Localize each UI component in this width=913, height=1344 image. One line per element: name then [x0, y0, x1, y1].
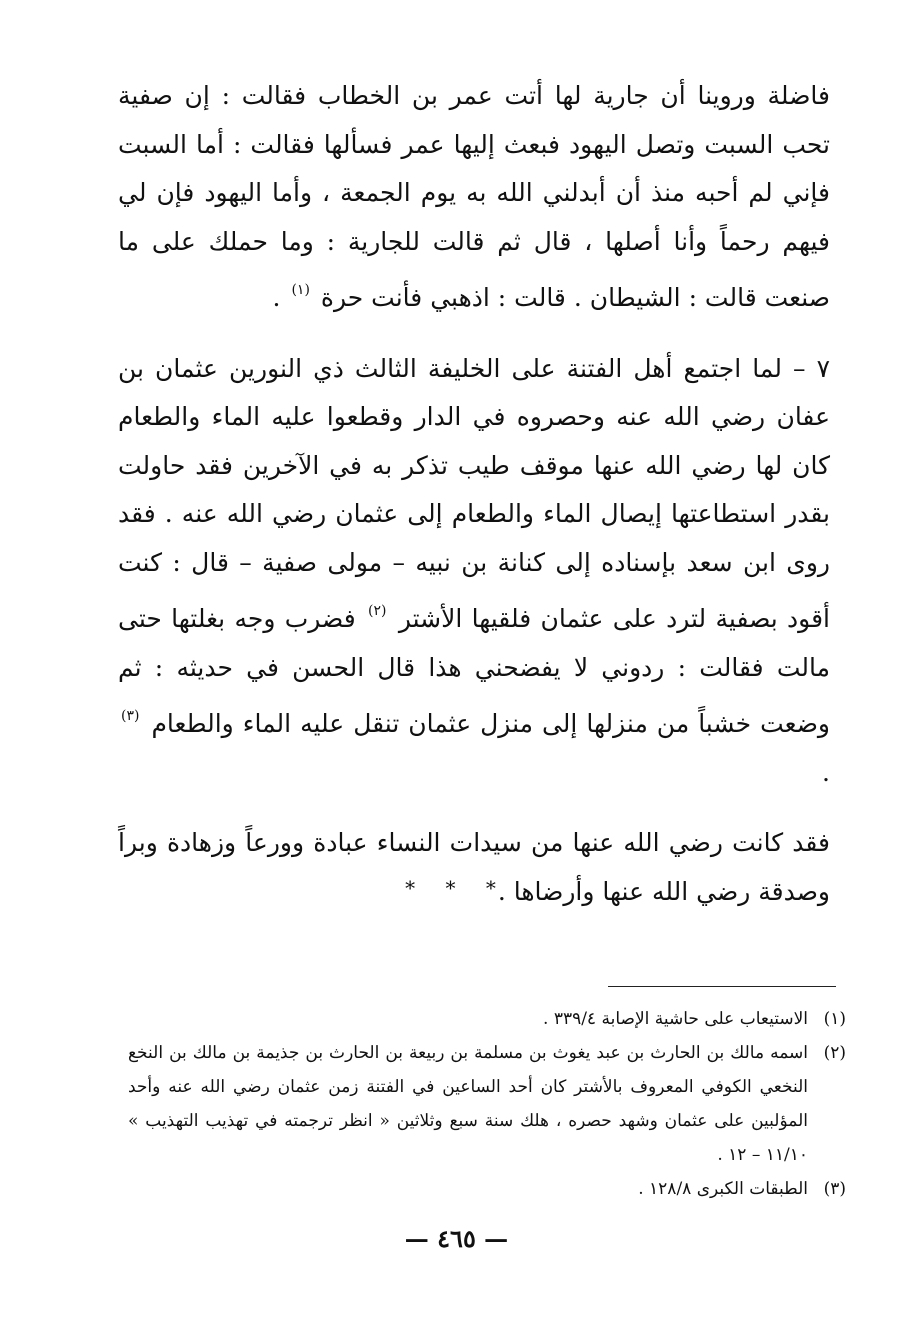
paragraph-1 [118, 72, 830, 323]
footnote-ref-1: (١) [291, 282, 310, 298]
paragraph-3-text: فقد كانت رضي الله عنها من سيدات النساء عبادة وورعاً وزهادة وبراً وصدقة رضي الله عنها وأرضاها . [118, 828, 830, 906]
footnote-2-text: اسمه مالك بن الحارث بن عبد يغوث بن مسلمة بن ربيعة بن الحارث بن جذيمة بن مالك بن النخع النخعي الكوفي المعروف بالأشتر كان أحد الساعين في الفتنة زمن عثمان رضي الله عنه وأحد المؤلبين على عثمان وشهد حصره ، هلك سنة سبع وثلاثين « انظر ترجمته في تهذيب التهذيب » ١١/١٠ – ١٢ . [128, 1043, 808, 1165]
footnote-3 [128, 1172, 846, 1206]
footnote-1 [128, 1002, 846, 1036]
paragraph-1-end: . [272, 283, 281, 312]
footnote-ref-3: (٣) [121, 708, 140, 724]
footnote-1-number: (١) [823, 1009, 846, 1029]
paragraph-3 [118, 819, 830, 916]
paragraph-2-continuation: فضرب وجه بغلتها حتى مالت فقالت : ردوني لا يفضحني هذا قال الحسن في حديثه : ثم وضعت خشباً من منزلها إلى منزل عثمان تنقل عليه الماء والطعام [118, 604, 830, 738]
footnote-2 [128, 1036, 846, 1172]
main-text [118, 72, 830, 916]
paragraph-2-end: . [822, 757, 830, 787]
section-separator: * * * [405, 876, 508, 900]
footnote-1-text: الاستيعاب على حاشية الإصابة ٣٣٩/٤ . [543, 1009, 808, 1029]
page-number: — ٤٦٥ — [404, 1224, 509, 1253]
footnote-2-number: (٢) [823, 1043, 846, 1063]
footnote-divider [608, 986, 836, 987]
paragraph-1-text: فاضلة وروينا أن جارية لها أتت عمر بن الخطاب فقالت : إن صفية تحب السبت وتصل اليهود فبعث إليها عمر فسألها فقالت : أما السبت فإني لم أحبه منذ أن أبدلني الله به يوم الجمعة ، وأما اليهود فإن لي فيهم رحماً وأنا أصلها ، قال ثم قالت للجارية : وما حملك على ما صنعت قالت : الشيطان . قالت : اذهبي فأنت حرة [118, 81, 830, 312]
paragraph-2-text: ٧ – لما اجتمع أهل الفتنة على الخليفة الثالث ذي النورين عثمان بن عفان رضي الله عنه وحصروه في الدار وقطعوا عليه الماء والطعام كان لها رضي الله عنها موقف طيب تذكر به في الآخرين فقد حاولت بقدر استطاعتها إيصال الماء والطعام إلى عثمان رضي الله عنه . فقد روى ابن سعد بإسناده إلى كنانة بن نبيه – مولى صفية – قال : كنت أقود بصفية لترد على عثمان فلقيها الأشتر [118, 353, 830, 633]
footnote-3-number: (٣) [823, 1179, 846, 1199]
footnote-ref-2: (٢) [368, 603, 387, 619]
paragraph-2 [118, 345, 830, 798]
footnote-3-text: الطبقات الكبرى ١٢٨/٨ . [638, 1179, 808, 1199]
footnotes [128, 1002, 846, 1206]
